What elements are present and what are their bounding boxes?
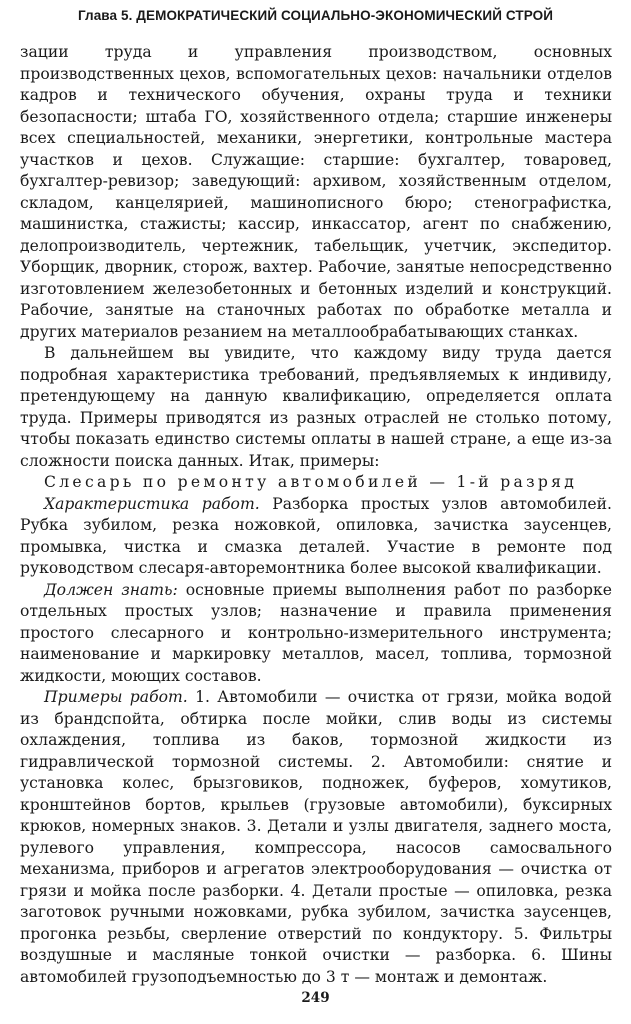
lead-work-examples: Примеры работ.: [44, 688, 188, 706]
paragraph-must-know: [20, 580, 612, 688]
text-must-know: основные приемы выполнения работ по разборке отдельных простых узлов; назначение и правила применения простого слесарного и контрольно-измерительного инструмента; наименование и маркировку металлов, масел, топлива, тормозной жидкости, моющих составов.: [20, 580, 612, 685]
paragraph-intro: В дальнейшем вы увидите, что каждому виду труда дается подробная характеристика требований, предъявляемых к индивиду, претендующему на данную квалификацию, определяется оплата труда. Примеры приводятся из разных отраслей не столько потому, чтобы показать единство системы оплаты в нашей стране, а еще из-за сложности поиска данных. Итак, примеры:: [20, 344, 612, 470]
text-work-characteristics: Разборка простых узлов автомобилей. Рубка зубилом, резка ножовкой, опиловка, зачистка заусенцев, промывка, чистка и смазка деталей. Участие в ремонте под руководством слесаря-авторемонтника более высокой квалификации.: [20, 494, 612, 577]
section-heading: Слесарь по ремонту автомобилей — 1-й разряд: [44, 473, 578, 491]
running-header: Глава 5. ДЕМОКРАТИЧЕСКИЙ СОЦИАЛЬНО-ЭКОНОМИЧЕСКИЙ СТРОЙ: [77, 8, 554, 23]
paragraph-job-list: зации труда и управления производством, основных производственных цехов, вспомогательных цехов: начальники отделов кадров и технического обучения, охраны труда и техники безопасности; штаба ГО, хозяйственного отдела; старшие инженеры всех специальностей, механики, энергетики, контрольные мастера участков и цехов. Служащие: старшие: бухгалтер, товаровед, бухгалтер-ревизор; заведующий: архивом, хозяйственным отделом, складом, канцелярией, машинописного бюро; стенографистка, машинистка, стажисты; кассир, инкассатор, агент по снабжению, делопроизводитель, чертежник, табельщик, учетчик, экспедитор. Уборщик, дворник, сторож, вахтер. Рабочие, занятые непосредственно изготовлением железобетонных и бетонных изделий и конструкций. Рабочие, занятые на станочных работах по обработке металла и других материалов резанием на металлообрабатывающих станках.: [20, 43, 612, 341]
lead-work-characteristics: Характеристика работ.: [44, 494, 260, 513]
paragraph-work-characteristics: [20, 494, 612, 580]
page-body: [20, 42, 612, 988]
lead-must-know: Должен знать:: [44, 580, 178, 599]
text-work-examples: 1. Автомобили — очистка от грязи, мойка водой из брандспойта, обтирка после мойки, слив воды из системы охлаждения, топлива из баков, тормозной жидкости из гидравлической тормозной системы. 2. Автомобили: снятие и установка колес, брызговиков, подножек, буферов, хомутиков, кронштейнов бортов, крыльев (грузовые автомобили), буксирных крюков, номерных знаков. 3. Детали и узлы двигателя, заднего моста, рулевого управления, компрессора, насосов самосвального механизма, приборов и агрегатов электрооборудования — очистка от грязи и мойка после разборки. 4. Детали простые — опиловка, резка заготовок ручными ножовками, рубка зубилом, зачистка заусенцев, прогонка резьбы, сверление отверстий по кондуктору. 5. Фильтры воздушные и масляные тонкой очистки — разборка. 6. Шины автомобилей грузоподъемностью до 3 т — монтаж и демонтаж.: [20, 688, 612, 986]
page-number: 249: [301, 990, 330, 1006]
paragraph-work-examples: [20, 687, 612, 988]
